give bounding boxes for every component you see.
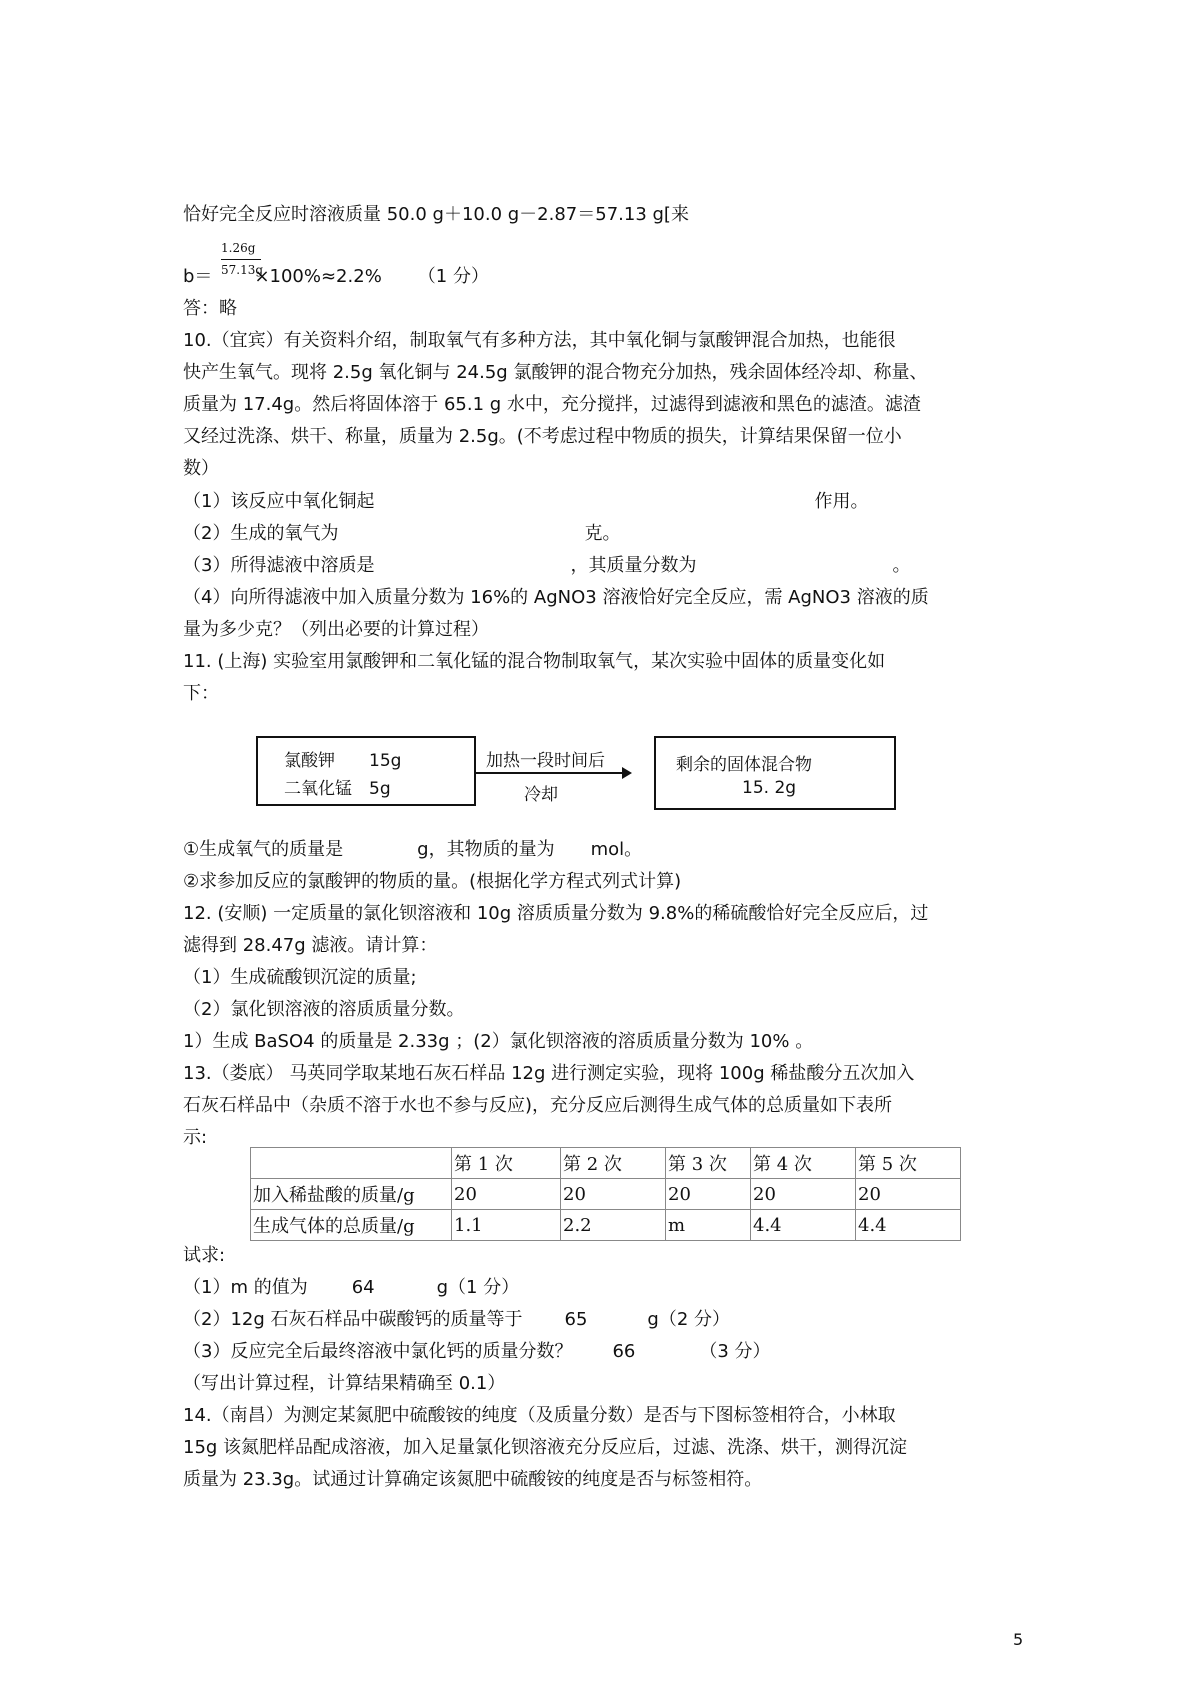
part-text: 作用。 [814,491,869,512]
table-cell: 第 3 次 [666,1148,751,1179]
question-10-part-2 [183,523,620,545]
part-text: （3 分） [699,1341,771,1362]
table-cell: m [666,1210,751,1241]
table-cell: 加入稀盐酸的质量/g [251,1179,452,1210]
part-text: ①生成氧气的质量是 [183,839,344,860]
part-text: ，其质量分数为 [570,555,697,576]
question-12-line: 滤得到 28.47g 滤液。请计算： [183,935,438,956]
text-line: （写出计算过程，计算结果精确至 0.1） [183,1373,506,1394]
table-cell: 第 2 次 [561,1148,666,1179]
question-12-line: 12. (安顺) 一定质量的氯化钡溶液和 10g 溶质质量分数为 9.8%的稀硫酸恰好完全反应后，过 [183,903,929,924]
table-cell: 4.4 [751,1210,856,1241]
question-14-line: 15g 该氮肥样品配成溶液，加入足量氯化钡溶液充分反应后，过滤、洗涤、烘干，测得沉淀 [183,1437,908,1458]
question-12-answer: 1）生成 BaSO4 的质量是 2.33g ；(2）氯化钡溶液的溶质质量分数为 10% 。 [183,1031,814,1052]
formula-line [183,266,489,288]
reactant-line: 二氧化锰 5g [284,779,391,799]
table-cell: 第 4 次 [751,1148,856,1179]
question-12-line: （2）氯化钡溶液的溶质质量分数。 [183,999,465,1020]
question-13-part-3 [183,1341,771,1363]
text-line: 试求: [183,1245,226,1266]
table-header-row [251,1148,961,1179]
question-13-part-2 [183,1309,730,1331]
table-cell: 20 [751,1179,856,1210]
formula-prefix: b＝ [183,266,213,287]
table-cell: 第 1 次 [452,1148,561,1179]
question-10-line: 又经过洗涤、烘干、称量，质量为 2.5g。(不考虑过程中物质的损失，计算结果保留一位小 [183,426,902,447]
product-box [654,736,896,810]
question-11-part-2: ②求参加反应的氯酸钾的物质的量。(根据化学方程式列式计算) [183,871,682,892]
part-text: 克。 [584,523,621,544]
question-11-line: 11. (上海) 实验室用氯酸钾和二氧化锰的混合物制取氧气，某次实验中固体的质量变化如 [183,651,886,672]
question-10-part-3 [183,555,910,577]
text-line: 答：略 [183,298,237,319]
question-10-part-1 [183,491,868,513]
table-cell: 20 [561,1179,666,1210]
fraction-bar [221,259,261,260]
product-line: 15. 2g [742,778,797,798]
fraction-denominator: 57.13g [221,263,264,277]
table-cell: 4.4 [856,1210,961,1241]
answer-value: 66 [612,1341,636,1362]
part-text: （3）所得滤液中溶质是 [183,555,375,576]
part-text: g（1 分） [436,1277,520,1298]
reaction-diagram [254,734,900,814]
question-13-line: 13.（娄底） 马英同学取某地石灰石样品 12g 进行测定实验，现将 100g 稀盐酸分五次加入 [183,1063,915,1084]
formula-suffix: ×100%≈2.2% [254,266,382,287]
table-cell: 2.2 [561,1210,666,1241]
question-14-line: 14.（南昌）为测定某氮肥中硫酸铵的纯度（及质量分数）是否与下图标签相符合，小林取 [183,1405,896,1426]
part-text: （2）12g 石灰石样品中碳酸钙的质量等于 [183,1309,523,1330]
table-cell: 20 [452,1179,561,1210]
table-cell: 20 [856,1179,961,1210]
part-text: g（2 分） [647,1309,731,1330]
question-11-line: 下： [183,683,219,704]
part-text: （1）该反应中氧化铜起 [183,491,375,512]
part-text: mol。 [590,839,643,860]
reactant-line: 氯酸钾 15g [284,751,402,771]
table-cell: 1.1 [452,1210,561,1241]
question-10-line: 快产生氧气。现将 2.5g 氧化铜与 24.5g 氯酸钾的混合物充分加热，残余固体经冷却、称量、 [183,362,928,383]
part-text: （2）生成的氧气为 [183,523,339,544]
question-10-part-4: 量为多少克？（列出必要的计算过程） [183,619,489,640]
arrow-label-top: 加热一段时间后 [486,751,605,771]
question-12-line: （1）生成硫酸钡沉淀的质量; [183,967,417,988]
text-line: 恰好完全反应时溶液质量 50.0 g＋10.0 g－2.87＝57.13 g[来 [183,204,689,225]
part-text: g，其物质的量为 [417,839,555,860]
question-10-part-4: （4）向所得滤液中加入质量分数为 16%的 AgNO3 溶液恰好完全反应，需 AgNO3 溶液的质 [183,587,929,608]
question-10-line: 数） [183,458,219,479]
table-cell: 第 5 次 [856,1148,961,1179]
question-10-line: 10.（宜宾）有关资料介绍，制取氧气有多种方法，其中氧化铜与氯酸钾混合加热，也能很 [183,330,896,351]
question-13-line: 石灰石样品中（杂质不溶于水也不参与反应)，充分反应后测得生成气体的总质量如下表所 [183,1095,893,1116]
fraction-numerator: 1.26g [221,241,256,255]
answer-value: 64 [351,1277,375,1298]
question-14-line: 质量为 23.3g。试通过计算确定该氮肥中硫酸铵的纯度是否与标签相符。 [183,1469,763,1490]
question-10-line: 质量为 17.4g。然后将固体溶于 65.1 g 水中，充分搅拌，过滤得到滤液和黑色的滤渣。滤渣 [183,394,921,415]
reactant-box [256,736,476,806]
table-cell [251,1148,452,1179]
table-cell: 20 [666,1179,751,1210]
part-text: 。 [892,555,911,576]
score-label: （1 分） [417,266,489,287]
arrow-label-bottom: 冷却 [524,785,558,805]
table-row [251,1179,961,1210]
data-table [250,1147,961,1241]
question-11-part-1 [183,839,642,861]
table-cell: 生成气体的总质量/g [251,1210,452,1241]
table-row [251,1210,961,1241]
page-number: 5 [1013,1630,1024,1649]
part-text: （3）反应完全后最终溶液中氯化钙的质量分数？ [183,1341,573,1362]
question-13-line: 示: [183,1127,208,1148]
product-line: 剩余的固体混合物 [676,755,812,775]
question-13-part-1 [183,1277,519,1299]
answer-value: 65 [564,1309,588,1330]
part-text: （1）m 的值为 [183,1277,308,1298]
